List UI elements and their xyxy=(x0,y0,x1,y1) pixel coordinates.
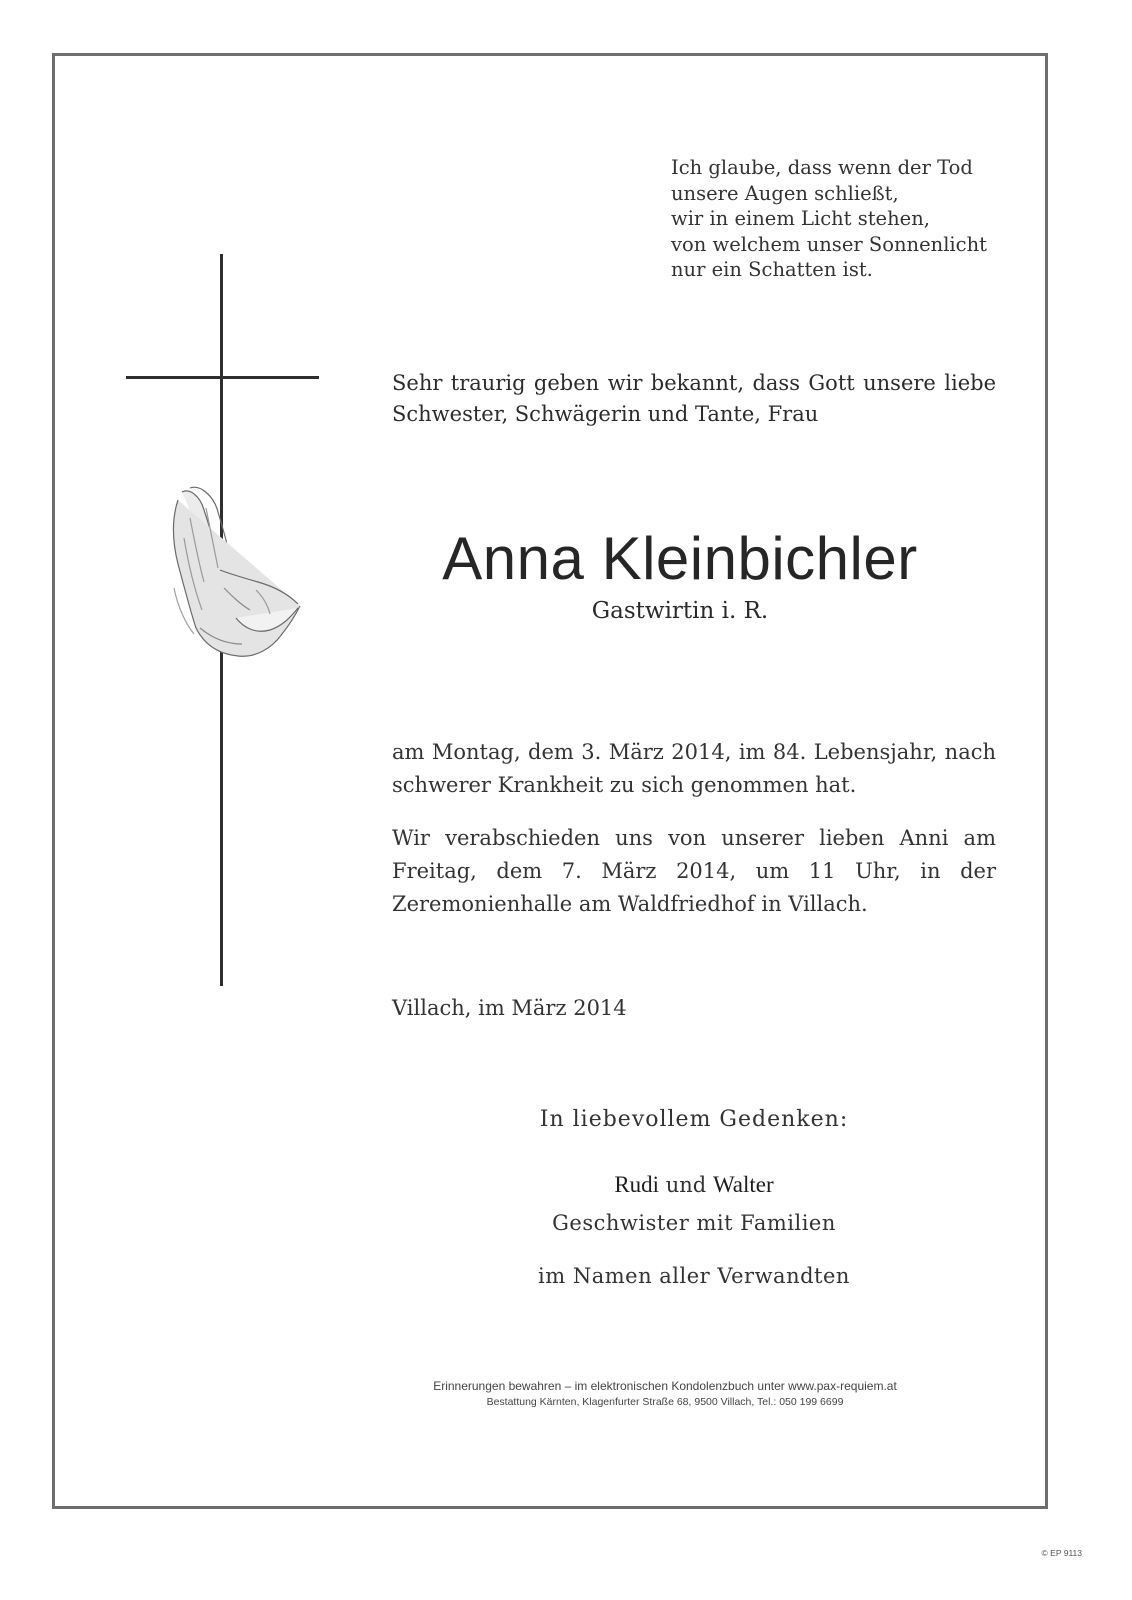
farewell-line: Zeremonienhalle am Waldfriedhof in Villach. xyxy=(392,892,868,916)
mourners-family: Geschwister mit Familien xyxy=(552,1211,836,1235)
farewell-line: Freitag, dem 7. März 2014, um 11 Uhr, in der xyxy=(392,859,996,883)
death-notice-line: am Montag, dem 3. März 2014, im 84. Lebensjahr, nach xyxy=(392,740,996,764)
intro-line: Sehr traurig geben wir bekannt, dass Gott unsere liebe xyxy=(392,371,996,395)
print-code: © EP 9113 xyxy=(1041,1548,1082,1558)
deceased-title: Gastwirtin i. R. xyxy=(591,598,769,624)
mourners-names xyxy=(392,1170,996,1200)
quote-line: wir in einem Licht stehen, xyxy=(671,207,930,230)
place-date: Villach, im März 2014 xyxy=(392,996,627,1020)
farewell-line: Wir verabschieden uns von unserer lieben Anni am xyxy=(392,826,996,850)
mourner-name: Walter xyxy=(712,1172,774,1197)
opening-quote xyxy=(671,155,991,283)
quote-line: Ich glaube, dass wenn der Tod xyxy=(671,156,973,179)
announcement-intro xyxy=(392,368,996,430)
quote-line: von welchem unser Sonnenlicht xyxy=(671,232,987,256)
death-notice xyxy=(392,736,996,802)
cross-icon-bar xyxy=(126,376,319,379)
praying-hands-icon xyxy=(160,478,310,668)
mourner-name: Rudi xyxy=(614,1172,660,1197)
farewell-notice xyxy=(392,822,996,921)
mourner-connector: und xyxy=(665,1173,707,1197)
footer-condolence: Erinnerungen bewahren – im elektronischen Kondolenzbuch unter www.pax-requiem.at xyxy=(433,1379,897,1393)
intro-line: Schwester, Schwägerin und Tante, Frau xyxy=(392,402,819,426)
mourners-heading: In liebevollem Gedenken: xyxy=(539,1107,849,1132)
quote-line: unsere Augen schließt, xyxy=(671,181,899,205)
deceased-name: Anna Kleinbichler xyxy=(442,525,918,592)
quote-line: nur ein Schatten ist. xyxy=(671,258,873,281)
death-notice-line: schwerer Krankheit zu sich genommen hat. xyxy=(392,773,857,797)
footer-address: Bestattung Kärnten, Klagenfurter Straße 68, 9500 Villach, Tel.: 050 199 6699 xyxy=(486,1396,844,1408)
mourners-relatives: im Namen aller Verwandten xyxy=(538,1264,850,1288)
